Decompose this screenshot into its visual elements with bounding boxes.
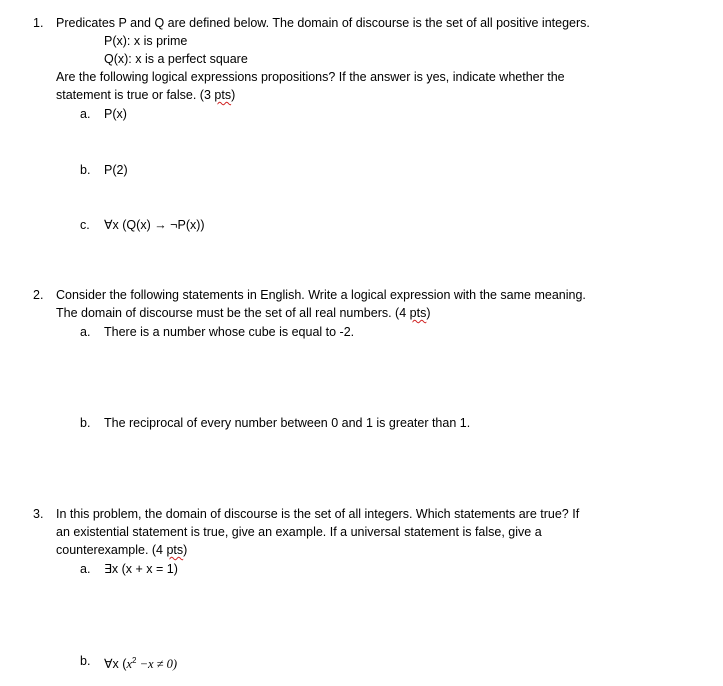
question-2-line-2-text: The domain of discourse must be the set of all real numbers. (4 [56, 306, 410, 320]
question-3a-label: a. [80, 562, 91, 576]
question-2-line-2-close: ) [426, 306, 431, 320]
question-3-line-3-close: ) [183, 543, 188, 557]
question-1c-label: c. [80, 218, 90, 232]
question-1-definition-p: P(x): x is prime [104, 34, 188, 48]
question-1-line-1: Predicates P and Q are defined below. The domain of discourse is the set of all positive integers. [56, 16, 590, 30]
question-3-number: 3. [33, 507, 44, 521]
question-3-points-abbrev: pts [166, 543, 184, 557]
question-2a-label: a. [80, 325, 91, 339]
question-3b-exponent: 2 [132, 656, 137, 665]
question-2-line-2 [56, 305, 431, 321]
question-3-line-1: In this problem, the domain of discourse is the set of all integers. Which statements are true? If [56, 507, 580, 521]
question-3-line-2: an existential statement is true, give an example. If a universal statement is false, give a [56, 525, 542, 539]
question-1b-text: P(2) [104, 163, 128, 177]
question-1-definition-q: Q(x): x is a perfect square [104, 52, 248, 66]
question-2-line-1: Consider the following statements in English. Write a logical expression with the same meaning. [56, 288, 586, 302]
question-1-points-abbrev: pts [214, 88, 232, 102]
question-3-line-3 [56, 542, 187, 558]
question-1-line-5-text: statement is true or false. (3 [56, 88, 215, 102]
question-1b-label: b. [80, 163, 91, 177]
question-3b-rest: −x ≠ 0) [136, 657, 178, 672]
question-1-line-5 [56, 87, 235, 103]
question-3b-quantifier: ∀x ( [104, 657, 127, 672]
question-1a-label: a. [80, 107, 91, 121]
question-1c-text: ∀x (Q(x) → ¬P(x)) [104, 218, 205, 232]
question-1a-text: P(x) [104, 107, 127, 121]
question-3-line-3-text: counterexample. (4 [56, 543, 167, 557]
question-3b-base: x [126, 657, 132, 672]
question-2a-text: There is a number whose cube is equal to -2. [104, 325, 355, 339]
question-2b-label: b. [80, 416, 91, 430]
question-2-number: 2. [33, 288, 44, 302]
question-3b-label: b. [80, 654, 91, 668]
question-1-number: 1. [33, 16, 44, 30]
question-1-line-4: Are the following logical expressions propositions? If the answer is yes, indicate whether the [56, 70, 565, 84]
question-3b-expression [104, 653, 177, 672]
question-3a-text: ∃x (x + x = 1) [104, 562, 178, 576]
question-1-line-5-close: ) [231, 88, 236, 102]
question-2b-text: The reciprocal of every number between 0 and 1 is greater than 1. [104, 416, 471, 430]
question-2-points-abbrev: pts [409, 306, 427, 320]
